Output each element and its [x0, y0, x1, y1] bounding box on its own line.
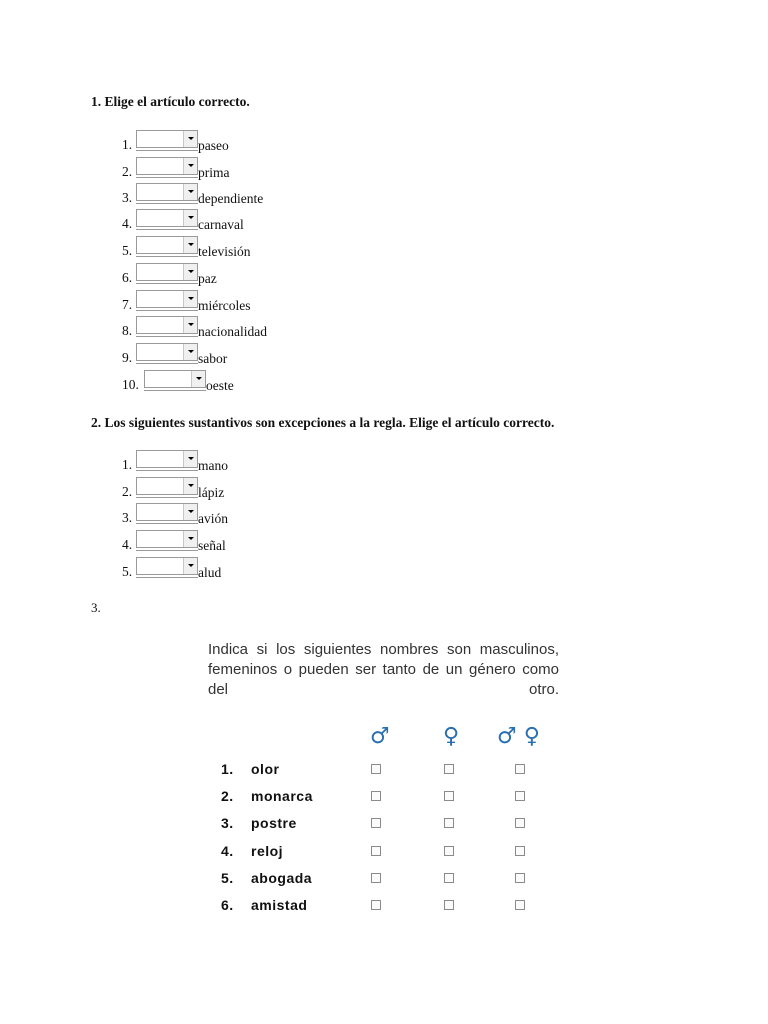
- item-number: 3.: [122, 510, 133, 525]
- both-genders-checkbox[interactable]: [515, 900, 525, 910]
- article-select[interactable]: [136, 209, 198, 227]
- noun-label: dependiente: [198, 191, 264, 206]
- article-select[interactable]: [136, 263, 198, 281]
- masculine-checkbox[interactable]: [371, 900, 381, 910]
- noun-label: sabor: [198, 351, 228, 366]
- article-select[interactable]: [144, 370, 206, 388]
- article-select[interactable]: [136, 530, 198, 548]
- article-select[interactable]: [136, 236, 198, 254]
- article-select[interactable]: [136, 130, 198, 148]
- noun-label: prima: [198, 165, 230, 180]
- feminine-checkbox[interactable]: [444, 764, 454, 774]
- chevron-down-icon[interactable]: [183, 237, 197, 253]
- both-genders-checkbox[interactable]: [515, 846, 525, 856]
- male-female-symbol-icon: ♂ ♀: [497, 724, 540, 749]
- list-item: [122, 448, 228, 474]
- item-number: 9.: [122, 350, 133, 365]
- list-item: [122, 181, 263, 207]
- list-item: [122, 368, 234, 394]
- masculine-checkbox[interactable]: [371, 846, 381, 856]
- both-genders-checkbox[interactable]: [515, 791, 525, 801]
- row-number: 2.: [221, 788, 234, 804]
- noun-label: alud: [198, 565, 222, 580]
- list-item: [122, 128, 229, 154]
- row-number: 4.: [221, 843, 234, 859]
- noun-label: postre: [251, 815, 297, 831]
- item-number: 2.: [122, 164, 133, 179]
- article-select[interactable]: [136, 157, 198, 175]
- article-select[interactable]: [136, 557, 198, 575]
- item-number: 6.: [122, 270, 133, 285]
- chevron-down-icon[interactable]: [183, 558, 197, 574]
- list-item: [122, 261, 217, 287]
- section-3-instruction: Indica si los siguientes nombres son masculinos, femeninos o pueden ser tanto de un género como del otro.: [208, 641, 559, 698]
- noun-label: abogada: [251, 870, 313, 886]
- chevron-down-icon[interactable]: [191, 371, 205, 387]
- masculine-checkbox[interactable]: [371, 764, 381, 774]
- list-item: [122, 314, 267, 340]
- chevron-down-icon[interactable]: [183, 317, 197, 333]
- item-number: 8.: [122, 323, 133, 338]
- feminine-checkbox[interactable]: [444, 791, 454, 801]
- noun-label: amistad: [251, 897, 308, 913]
- chevron-down-icon[interactable]: [183, 531, 197, 547]
- female-symbol-icon: ♀: [443, 724, 460, 749]
- noun-label: nacionalidad: [198, 324, 267, 339]
- section-1-heading: 1. Elige el artículo correcto.: [91, 94, 250, 109]
- item-number: 5.: [122, 243, 133, 258]
- masculine-checkbox[interactable]: [371, 818, 381, 828]
- list-item: [122, 288, 250, 314]
- both-genders-checkbox[interactable]: [515, 764, 525, 774]
- masculine-checkbox[interactable]: [371, 873, 381, 883]
- noun-label: lápiz: [198, 485, 225, 500]
- noun-label: paz: [198, 271, 217, 286]
- item-number: 2.: [122, 484, 133, 499]
- item-number: 4.: [122, 216, 133, 231]
- male-symbol-icon: ♂: [370, 724, 390, 749]
- both-genders-checkbox[interactable]: [515, 873, 525, 883]
- feminine-checkbox[interactable]: [444, 873, 454, 883]
- noun-label: reloj: [251, 843, 284, 859]
- list-item: [122, 207, 244, 233]
- noun-label: mano: [198, 458, 228, 473]
- noun-label: carnaval: [198, 217, 244, 232]
- article-select[interactable]: [136, 316, 198, 334]
- noun-label: olor: [251, 761, 280, 777]
- noun-label: señal: [198, 538, 226, 553]
- noun-label: monarca: [251, 788, 313, 804]
- noun-label: oeste: [206, 378, 234, 393]
- chevron-down-icon[interactable]: [183, 158, 197, 174]
- chevron-down-icon[interactable]: [183, 131, 197, 147]
- article-select[interactable]: [136, 450, 198, 468]
- list-item: [122, 555, 221, 581]
- article-select[interactable]: [136, 503, 198, 521]
- list-item: [122, 475, 224, 501]
- row-number: 5.: [221, 870, 234, 886]
- chevron-down-icon[interactable]: [183, 451, 197, 467]
- feminine-checkbox[interactable]: [444, 900, 454, 910]
- article-select[interactable]: [136, 343, 198, 361]
- chevron-down-icon[interactable]: [183, 478, 197, 494]
- feminine-checkbox[interactable]: [444, 818, 454, 828]
- row-number: 6.: [221, 897, 234, 913]
- item-number: 3.: [122, 190, 133, 205]
- both-genders-checkbox[interactable]: [515, 818, 525, 828]
- row-number: 1.: [221, 761, 234, 777]
- feminine-checkbox[interactable]: [444, 846, 454, 856]
- noun-label: avión: [198, 511, 228, 526]
- section-3-number: 3.: [91, 600, 101, 615]
- noun-label: televisión: [198, 244, 251, 259]
- item-number: 4.: [122, 537, 133, 552]
- list-item: [122, 155, 230, 181]
- list-item: [122, 528, 226, 554]
- article-select[interactable]: [136, 183, 198, 201]
- item-number: 10.: [122, 377, 139, 392]
- chevron-down-icon[interactable]: [183, 264, 197, 280]
- chevron-down-icon[interactable]: [183, 210, 197, 226]
- item-number: 7.: [122, 297, 133, 312]
- chevron-down-icon[interactable]: [183, 504, 197, 520]
- article-select[interactable]: [136, 290, 198, 308]
- chevron-down-icon[interactable]: [183, 184, 197, 200]
- masculine-checkbox[interactable]: [371, 791, 381, 801]
- item-number: 1.: [122, 457, 133, 472]
- section-2-heading: 2. Los siguientes sustantivos son excepciones a la regla. Elige el artículo correcto.: [91, 415, 555, 430]
- list-item: [122, 341, 227, 367]
- list-item: [122, 501, 228, 527]
- item-number: 5.: [122, 564, 133, 579]
- article-select[interactable]: [136, 477, 198, 495]
- noun-label: miércoles: [198, 298, 251, 313]
- chevron-down-icon[interactable]: [183, 291, 197, 307]
- item-number: 1.: [122, 137, 133, 152]
- list-item: [122, 234, 251, 260]
- chevron-down-icon[interactable]: [183, 344, 197, 360]
- noun-label: paseo: [198, 138, 229, 153]
- row-number: 3.: [221, 815, 234, 831]
